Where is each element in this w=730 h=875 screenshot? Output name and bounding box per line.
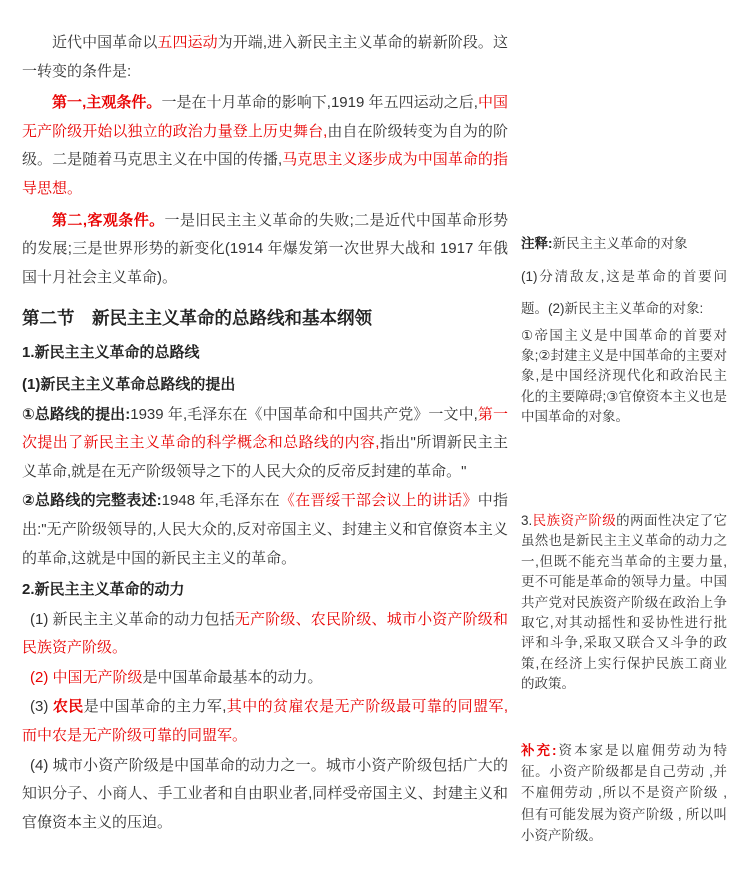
text-run: 第二节 新民主主义革命的总路线和基本纲领 xyxy=(22,308,372,329)
text-run: 1939 年,毛泽东在《中国革命和中国共产党》一文中, xyxy=(130,405,478,423)
text-run: (1)新民主主义革命总路线的提出 xyxy=(22,375,236,393)
section-heading xyxy=(22,304,508,333)
margin-notes-column xyxy=(521,0,727,875)
force-item-2 xyxy=(22,664,508,693)
margin-note-revolution-targets xyxy=(521,228,727,428)
text-run: (4) 城市小资产阶级是中国革命的动力之一。城市小资产阶级包括广大的知识分子、小商人、手工业者和自由职业者,同样受帝国主义、封建主义和官僚资本主义的压迫。 xyxy=(22,756,508,831)
text-run: 第一,主观条件。 xyxy=(52,94,162,112)
text-run: 是中国革命最基本的动力。 xyxy=(142,668,323,686)
text-run: 资本家是以雇佣劳动为特征。小资产阶级都是自己劳动 ,并不雇佣劳动 ,所以不是资产阶级 , 但有可能发展为资产阶级 , 所以叫小资产阶级。 xyxy=(521,743,727,843)
text-run: 五四运动 xyxy=(157,34,218,51)
text-run: 农民 xyxy=(52,698,84,716)
text-run: 第一次提出了新民主主义革命的科学概念和总路线的内容, xyxy=(22,405,508,452)
general-line-proposal-paragraph xyxy=(22,401,508,487)
text-run: 由自在阶级转变为自为的阶级。二是随着马克思主义在中国的传播, xyxy=(22,122,508,169)
heading-general-line-proposal xyxy=(22,371,508,400)
text-run: (2) 中国无产阶级 xyxy=(30,668,143,686)
note-body-detail xyxy=(521,326,727,428)
force-item-1 xyxy=(22,606,508,663)
text-run: 注释: xyxy=(521,236,553,251)
text-run: (1)分清敌友,这是革命的首要问题。(2)新民主主义革命的对象: xyxy=(521,268,727,316)
text-run: 中国无产阶级开始以独立的政治力量登上历史舞台, xyxy=(22,94,509,140)
heading-general-line xyxy=(22,339,508,368)
text-run: 2.新民主主义革命的动力 xyxy=(22,581,185,599)
text-run: (3) xyxy=(30,698,53,716)
note-body xyxy=(521,740,727,846)
text-run: 为开端,进入新民主主义革命的崭新阶段。这一转变的条件是: xyxy=(22,34,508,80)
text-run: 3. xyxy=(521,513,533,528)
force-item-3 xyxy=(22,693,508,750)
text-run: 指出"所谓新民主主义革命,就是在无产阶级领导之下的人民大众的反帝反封建的革命。" xyxy=(22,434,508,480)
margin-note-supplement xyxy=(521,740,727,846)
note-title xyxy=(521,228,727,261)
heading-revolution-forces xyxy=(22,576,508,605)
text-run: 近代中国革命以 xyxy=(52,34,158,51)
note-body-intro xyxy=(521,261,727,326)
text-run: 中指出:"无产阶级领导的,人民大众的,反对帝国主义、封建主义和官僚资本主义的革命,这就是中国的新民主主义的革命。 xyxy=(22,492,508,567)
text-run: 无产阶级、农民阶级、城市小资产阶级和民族资产阶级。 xyxy=(22,610,508,657)
subjective-condition-paragraph xyxy=(22,89,508,203)
text-run: 其中的贫雇农是无产阶级最可靠的同盟军,而中农是无产阶级可靠的同盟军。 xyxy=(22,698,509,745)
note-body xyxy=(521,511,727,695)
intro-paragraph xyxy=(22,29,508,86)
text-run: 补充: xyxy=(521,743,557,758)
text-run: ②总路线的完整表述: xyxy=(22,492,162,510)
margin-note-national-bourgeoisie xyxy=(521,511,727,695)
main-text-column xyxy=(22,26,508,837)
text-run: 的两面性决定了它虽然也是新民主主义革命的动力之一,但既不能充当革命的主要力量,更不可能是革命的领导力量。中国共产党对民族资产阶级在政治上争取它,对其动摇性和妥协性进行批评和斗争,采取又联合又斗争的政策,在经济上实行保护民族工商业的政策。 xyxy=(521,513,728,692)
text-run: 第二,客观条件。 xyxy=(52,211,165,229)
text-run: 1948 年,毛泽东在 xyxy=(161,492,280,510)
text-run: 新民主主义革命的对象 xyxy=(552,236,688,251)
general-line-statement-paragraph xyxy=(22,487,508,573)
objective-condition-paragraph xyxy=(22,207,508,293)
text-run: 1.新民主主义革命的总路线 xyxy=(22,344,200,362)
force-item-4 xyxy=(22,752,508,838)
text-run: 马克思主义逐步成为中国革命的指导思想。 xyxy=(22,151,508,197)
text-run: (1) 新民主主义革命的动力包括 xyxy=(30,610,235,628)
text-run: 民族资产阶级 xyxy=(532,513,617,528)
text-run: 一是在十月革命的影响下,1919 年五四运动之后, xyxy=(161,94,478,112)
text-run: ①帝国主义是中国革命的首要对象;②封建主义是中国革命的主要对象,是中国经济现代化和政治民主化的主要障碍;③官僚资本主义也是中国革命的对象。 xyxy=(521,327,727,425)
text-run: ①总路线的提出: xyxy=(22,405,131,423)
text-run: 是中国革命的主力军, xyxy=(83,698,227,716)
text-run: 一是旧民主主义革命的失败;二是近代中国革命形势的发展;三是世界形势的新变化(1914 年爆发第一次世界大战和 1917 年俄国十月社会主义革命)。 xyxy=(22,211,508,286)
text-run: 《在晋绥干部会议上的讲话》 xyxy=(279,492,478,510)
